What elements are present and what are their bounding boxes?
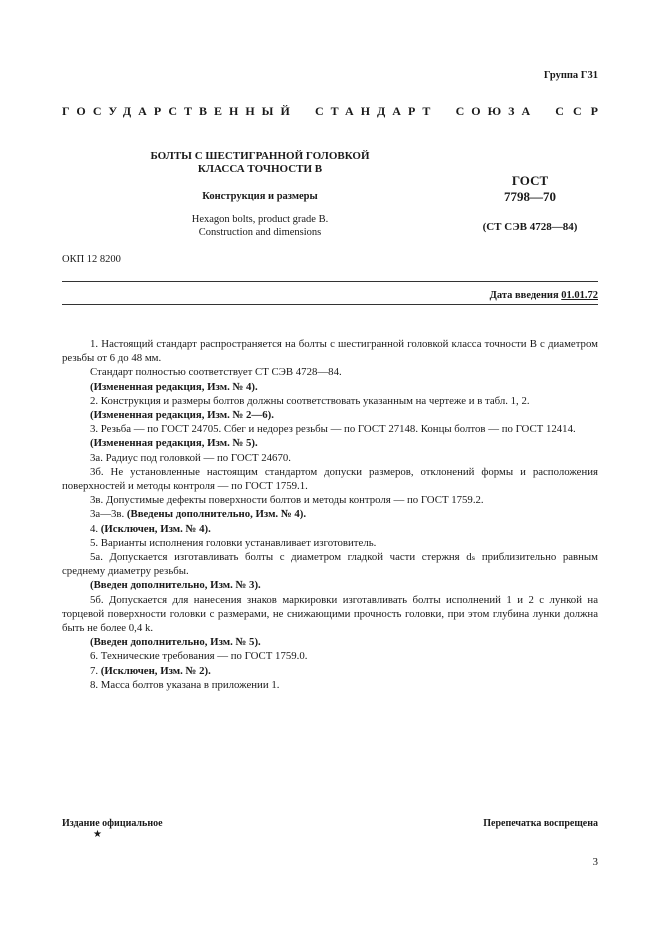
star-icon: ★ (93, 829, 102, 840)
paragraph-text: 8. Масса болтов указана в приложении 1. (90, 678, 280, 691)
title-line-2: КЛАССА ТОЧНОСТИ В (197, 163, 323, 175)
amendment-note: (Введены дополнительно, Изм. № 4). (126, 508, 307, 521)
heading-word: ССР (555, 104, 607, 118)
state-standard-heading (62, 104, 607, 119)
paragraph-number: 3а—3в. (90, 508, 127, 521)
paragraph-text: 5. Варианты исполнения головки устанавливает изготовитель. (90, 536, 377, 549)
heading-word: СОЮЗА (455, 104, 538, 118)
paragraph-number: 7. (90, 664, 101, 677)
amendment-note: (Исключен, Изм. № 4). (100, 522, 211, 535)
paragraph-text: Стандарт полностью соответствует СТ СЭВ 4728—84. (90, 366, 342, 379)
st-sev-reference: (СТ СЭВ 4728—84) (482, 221, 578, 233)
paragraph (62, 664, 598, 678)
amendment-note: (Введен дополнительно, Изм. № 5). (90, 636, 261, 649)
paragraph (62, 493, 598, 507)
amendment-note: (Измененная редакция, Изм. № 4). (90, 380, 258, 393)
paragraph (62, 408, 598, 422)
paragraph (62, 522, 598, 536)
paragraph (62, 422, 598, 436)
introduction-date (490, 290, 598, 301)
english-title (110, 213, 410, 239)
gost-number: 7798—70 (504, 189, 556, 204)
paragraph-text: 5б. Допускается для нанесения знаков маркировки изготавливать болты исполнений 1 и 2 с лункой на торцевой поверхности головки с размерами, не снижающими прочность головки, при этом глубина лунки должна быть не более 0,4 k. (62, 593, 598, 635)
english-title-line-2: Construction and dimensions (198, 227, 322, 238)
paragraph-text: 2. Конструкция и размеры болтов должны соответствовать указанным на чертеже и в табл. 1, 2. (90, 394, 530, 407)
group-code: Группа Г31 (543, 70, 598, 81)
paragraph-text: 1. Настоящий стандарт распространяется на болты с шестигранной головкой класса точности В с диаметром резьбы от 6 до 48 мм. (62, 338, 598, 365)
paragraph (62, 507, 598, 521)
paragraph (62, 451, 598, 465)
paragraph (62, 536, 598, 550)
title-subtitle: Конструкция и размеры (202, 191, 318, 202)
heading-word: ГОСУДАРСТВЕННЫЙ (62, 104, 297, 118)
paragraph (62, 550, 598, 578)
paragraph (62, 649, 598, 663)
divider (62, 304, 598, 305)
paragraph (62, 635, 598, 649)
paragraph-text: 5а. Допускается изготавливать болты с диаметром гладкой части стержня dₛ приблизительно равным среднему диаметру резьбы. (62, 551, 598, 578)
date-value: 01.01.72 (561, 290, 598, 301)
paragraph-text: 3в. Допустимые дефекты поверхности болтов и методы контроля — по ГОСТ 1759.2. (90, 494, 484, 507)
paragraph (62, 578, 598, 592)
paragraph-text: 3. Резьба — по ГОСТ 24705. Сбег и недорез резьбы — по ГОСТ 27148. Концы болтов — по ГОСТ 12414. (90, 423, 576, 436)
gost-designation (455, 173, 605, 235)
paragraph (62, 678, 598, 692)
paragraph-text: 3б. Не установленные настоящим стандартом допуски размеров, отклонений формы и расположения поверхностей и методы контроля — по ГОСТ 1759.1. (62, 465, 598, 493)
gost-label: ГОСТ (511, 173, 549, 188)
document-title-block (110, 150, 410, 239)
okp-code: ОКП 12 8200 (62, 254, 121, 265)
title-line-1: БОЛТЫ С ШЕСТИГРАННОЙ ГОЛОВКОЙ (150, 150, 370, 162)
paragraph (62, 465, 598, 493)
english-title-line-1: Hexagon bolts, product grade B. (191, 214, 329, 225)
paragraph-number: 4. (90, 522, 101, 535)
paragraph-text: 6. Технические требования — по ГОСТ 1759.0. (90, 650, 308, 663)
paragraph (62, 436, 598, 450)
paragraph (62, 380, 598, 394)
paragraph (62, 337, 598, 365)
official-edition-note: Издание официальное (62, 818, 163, 829)
page-number: 3 (592, 856, 598, 868)
amendment-note: (Введен дополнительно, Изм. № 3). (90, 579, 261, 592)
date-label: Дата введения (489, 290, 559, 301)
paragraph-text: 3а. Радиус под головкой — по ГОСТ 24670. (90, 451, 291, 464)
paragraph (62, 394, 598, 408)
amendment-note: (Измененная редакция, Изм. № 5). (90, 437, 258, 450)
reprint-prohibited-note: Перепечатка воспрещена (483, 818, 598, 829)
paragraph (62, 365, 598, 379)
paragraph (62, 593, 598, 636)
amendment-note: (Измененная редакция, Изм. № 2—6). (90, 409, 274, 422)
standard-body-text (62, 337, 598, 692)
divider (62, 281, 598, 282)
heading-word: СТАНДАРТ (314, 104, 438, 118)
amendment-note: (Исключен, Изм. № 2). (100, 664, 211, 677)
